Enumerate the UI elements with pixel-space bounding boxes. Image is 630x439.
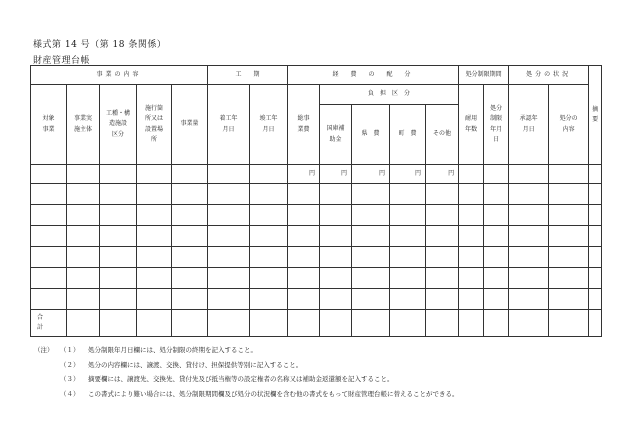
- note-text: 処分制限年月日欄には、処分制限の終期を記入すること。: [88, 346, 257, 354]
- group-construction-period: 工 期: [208, 66, 288, 85]
- col-other: その他: [426, 105, 459, 165]
- col-location: 施行箇 所又は 設置場 所: [137, 85, 172, 165]
- unit-yen: 円: [288, 165, 320, 184]
- note-text: 摘要欄には、譲渡先、交換先、貸付先及び抵当権等の設定権者の名称又は補助金返還額を記入すること。: [88, 375, 394, 383]
- col-start-date: 着工年 月日: [208, 85, 250, 165]
- unit-yen: 円: [352, 165, 390, 184]
- ledger-title: 財産管理台帳: [33, 56, 91, 66]
- col-national-subsidy: 国庫補 助金: [320, 105, 352, 165]
- table-row: [31, 247, 602, 268]
- note-item: [34, 343, 459, 358]
- form-number: 様式第 14 号（第 18 条関係）: [33, 40, 167, 50]
- note-item: [34, 358, 459, 373]
- note-item: [34, 387, 459, 402]
- group-project-content: 事業の内容: [31, 66, 208, 85]
- col-target-project: 対象 事業: [31, 85, 67, 165]
- col-completion-date: 竣工年 月日: [250, 85, 288, 165]
- note-text: この書式により難い場合には、処分制限期間欄及び処分の状況欄を含む他の書式をもって財産管理台帳に替えることができる。: [88, 389, 459, 398]
- note-item: [34, 372, 459, 387]
- table-row: [31, 289, 602, 310]
- col-prefecture-cost: 県 費: [352, 105, 390, 165]
- group-disposal-period: 処分制限期間: [459, 66, 509, 85]
- group-remarks: 摘 要: [589, 66, 602, 165]
- unit-yen: 円: [390, 165, 426, 184]
- col-useful-life: 耐用 年数: [459, 85, 484, 165]
- notes-label: （注）: [34, 346, 54, 354]
- subgroup-burden-division: 負 担 区 分: [320, 85, 459, 105]
- group-disposal-status: 処分の状況: [509, 66, 589, 85]
- col-project-amount: 事業量: [172, 85, 208, 165]
- col-work-type: 工種・構 造施設 区分: [100, 85, 137, 165]
- table-row: [31, 165, 602, 184]
- property-ledger-table: [30, 65, 602, 337]
- note-number: （２）: [60, 360, 80, 369]
- col-town-cost: 町 費: [390, 105, 426, 165]
- col-approval-date: 承認年 月日: [509, 85, 549, 165]
- col-disposal-limit-date: 処分 制限 年月 日: [484, 85, 509, 165]
- table-row: [31, 184, 602, 205]
- col-project-entity: 事業実 施主体: [67, 85, 100, 165]
- note-number: （３）: [60, 375, 80, 383]
- note-number: （４）: [60, 389, 80, 398]
- table-row: [31, 268, 602, 289]
- notes: [34, 343, 459, 401]
- table-row: [31, 226, 602, 247]
- unit-yen: 円: [426, 165, 459, 184]
- total-label: 合 計: [31, 310, 67, 337]
- unit-yen: 円: [320, 165, 352, 184]
- note-text: 処分の内容欄には、譲渡、交換、貸付け、担保提供等別に記入すること。: [88, 360, 303, 369]
- col-disposal-content: 処分の 内容: [549, 85, 589, 165]
- table-row: [31, 205, 602, 226]
- col-total-cost: 総事 業費: [288, 85, 320, 165]
- group-cost-allocation: 経 費 の 配 分: [288, 66, 459, 85]
- note-number: （１）: [60, 346, 80, 354]
- total-row: [31, 310, 602, 337]
